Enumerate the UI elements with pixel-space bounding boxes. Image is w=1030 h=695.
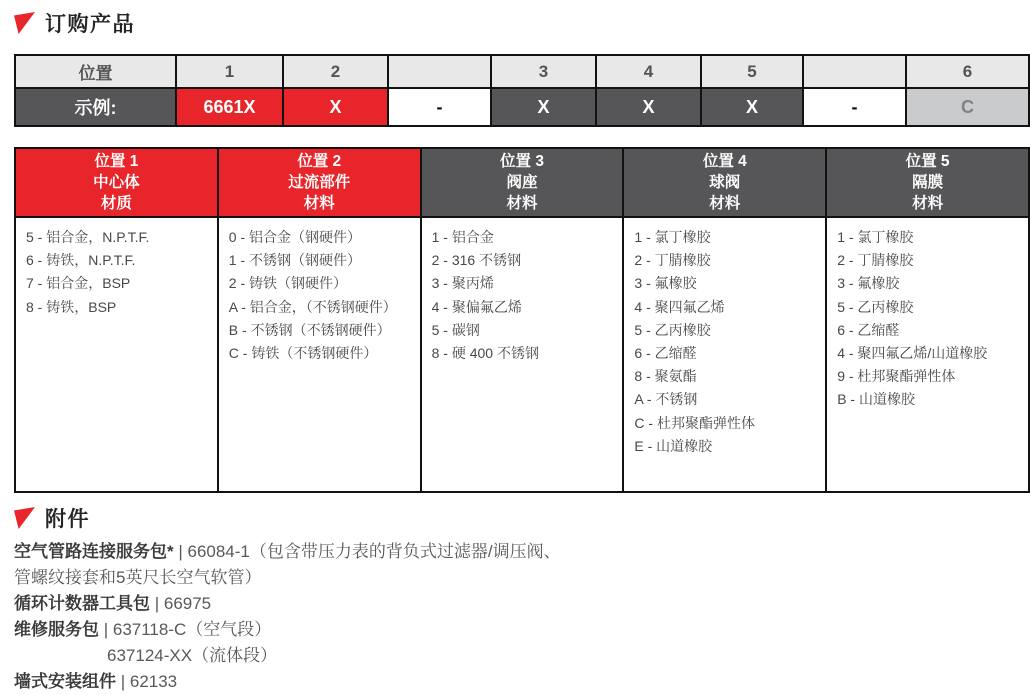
spec-item: 3 - 氟橡胶 — [634, 275, 697, 292]
accessory-label: 循环计数器工具包 — [14, 594, 150, 613]
accessory-detail: | 62133 — [116, 672, 178, 691]
spec-item: 1 - 不锈钢（钢硬件） — [228, 252, 362, 269]
spec-item: A - 不锈钢 — [634, 391, 698, 408]
accessory-line — [14, 643, 1030, 669]
spec-item: 6 - 乙缩醛 — [634, 345, 697, 362]
spec-column-1 — [16, 149, 217, 491]
spec-item: 8 - 铸铁，BSP — [26, 298, 117, 315]
position-1-cell: 1 — [175, 56, 282, 87]
spec-header-line: 位置 5 — [905, 153, 950, 170]
accessory-line — [14, 669, 1030, 695]
spec-item: 6 - 铸铁，N.P.T.F. — [26, 252, 136, 269]
accessory-label: 墙式安装组件 — [14, 672, 116, 691]
spec-column-3-items — [422, 218, 623, 491]
position-blank-cell — [802, 56, 905, 87]
spec-item: C - 杜邦聚酯弹性体 — [634, 414, 755, 431]
accessory-line — [14, 617, 1030, 643]
spec-item: 2 - 316 不锈钢 — [431, 252, 522, 269]
example-x-cell: X — [595, 89, 700, 125]
example-x-cell: X — [490, 89, 595, 125]
spec-item: B - 山道橡胶 — [837, 391, 915, 408]
spec-item: 4 - 聚四氟乙烯/山道橡胶 — [837, 345, 988, 362]
spec-item: 2 - 铸铁（钢硬件） — [228, 275, 348, 292]
accessory-label: 空气管路连接服务包* — [14, 542, 174, 561]
example-row — [16, 87, 1028, 125]
spec-header-line: 材料 — [506, 195, 538, 212]
spec-item: 4 - 聚四氟乙烯 — [634, 298, 725, 315]
spec-column-5-header — [827, 149, 1028, 218]
section-title-text: 附件 — [45, 508, 90, 531]
spec-item: 1 - 氯丁橡胶 — [634, 229, 711, 245]
spec-header-line: 隔膜 — [912, 174, 944, 191]
accessory-line — [14, 539, 1030, 565]
spec-header-line: 材料 — [303, 195, 335, 212]
spec-item: 4 - 聚偏氟乙烯 — [431, 298, 522, 315]
position-4-cell: 4 — [595, 56, 700, 87]
example-x-cell: X — [700, 89, 802, 125]
spec-column-2 — [217, 149, 420, 491]
position-2-cell: 2 — [282, 56, 387, 87]
spec-column-2-items — [219, 218, 420, 491]
material-spec-table — [14, 147, 1030, 493]
spec-item: 9 - 杜邦聚酯弹性体 — [837, 368, 956, 385]
spec-item: 2 - 丁腈橡胶 — [634, 252, 711, 269]
spec-header-line: 位置 2 — [297, 153, 342, 170]
position-6-cell: 6 — [905, 56, 1028, 87]
spec-header-line: 中心体 — [93, 174, 140, 191]
position-label-cell: 位置 — [16, 56, 175, 87]
spec-column-1-header — [16, 149, 217, 218]
spec-item: 7 - 铝合金，BSP — [26, 275, 131, 292]
spec-header-line: 材质 — [100, 195, 132, 212]
accessory-detail: 637124-XX（流体段） — [107, 646, 278, 665]
example-dash-cell: - — [387, 89, 490, 125]
spec-item: 0 - 铝合金（钢硬件） — [228, 229, 362, 245]
example-model-cell: 6661X — [175, 89, 282, 125]
spec-item: A - 铝合金，（不锈钢硬件） — [228, 298, 397, 315]
spec-item: 6 - 乙缩醛 — [837, 321, 900, 338]
position-3-cell: 3 — [490, 56, 595, 87]
spec-header-line: 位置 4 — [702, 153, 747, 170]
spec-column-4-header — [624, 149, 825, 218]
red-flag-icon — [14, 507, 35, 529]
accessory-line — [14, 591, 1030, 617]
spec-header-line: 材料 — [709, 195, 741, 212]
accessories-lines — [14, 539, 1030, 695]
spec-item: 5 - 乙丙橡胶 — [837, 298, 914, 315]
spec-header-line: 位置 1 — [94, 153, 139, 170]
spec-header-line: 过流部件 — [288, 174, 351, 191]
accessory-line — [14, 565, 1030, 591]
accessories-section-title — [14, 503, 1030, 533]
order-section-title — [14, 8, 1030, 38]
spec-item: 8 - 硬 400 不锈钢 — [431, 345, 539, 362]
accessory-detail: | 66084-1（包含带压力表的背负式过滤器/调压阀、 — [173, 542, 561, 561]
red-flag-icon — [14, 12, 35, 34]
position-header-row — [16, 56, 1028, 87]
position-5-cell: 5 — [700, 56, 802, 87]
position-blank-cell — [387, 56, 490, 87]
spec-item: B - 不锈钢（不锈钢硬件） — [228, 321, 391, 338]
spec-column-3-header — [422, 149, 623, 218]
example-c-cell: C — [905, 89, 1028, 125]
spec-item: 3 - 聚丙烯 — [431, 275, 494, 292]
spec-column-1-items — [16, 218, 217, 491]
accessories-section — [14, 503, 1030, 695]
spec-header-line: 球阀 — [709, 174, 741, 191]
spec-column-3 — [420, 149, 623, 491]
example-dash-cell: - — [802, 89, 905, 125]
spec-item: 5 - 碳钢 — [431, 321, 480, 338]
spec-item: E - 山道橡胶 — [634, 437, 713, 454]
spec-header-line: 材料 — [912, 195, 944, 212]
spec-header-line: 位置 3 — [500, 153, 544, 170]
spec-column-5-items — [827, 218, 1028, 491]
spec-column-2-header — [219, 149, 420, 218]
example-x-cell: X — [282, 89, 387, 125]
spec-item: 1 - 铝合金 — [431, 229, 494, 245]
spec-item: 5 - 铝合金，N.P.T.F. — [26, 229, 150, 245]
accessory-detail: | 66975 — [150, 594, 212, 613]
spec-item: C - 铸铁（不锈钢硬件） — [228, 345, 378, 362]
spec-column-4-items — [624, 218, 825, 491]
spec-column-4 — [622, 149, 825, 491]
accessory-label: 维修服务包 — [14, 620, 99, 639]
spec-item: 8 - 聚氨酯 — [634, 368, 697, 385]
spec-column-5 — [825, 149, 1028, 491]
section-title-text: 订购产品 — [45, 13, 135, 36]
example-label-cell: 示例: — [16, 89, 175, 125]
spec-header-line: 阀座 — [506, 174, 538, 191]
accessory-detail: | 637118-C（空气段） — [99, 620, 272, 639]
accessory-detail: 管螺纹接套和5英尺长空气软管） — [14, 568, 262, 587]
spec-item: 3 - 氟橡胶 — [837, 275, 900, 292]
order-code-table — [14, 54, 1030, 127]
spec-item: 1 - 氯丁橡胶 — [837, 229, 914, 245]
spec-item: 2 - 丁腈橡胶 — [837, 252, 914, 269]
spec-item: 5 - 乙丙橡胶 — [634, 321, 711, 338]
